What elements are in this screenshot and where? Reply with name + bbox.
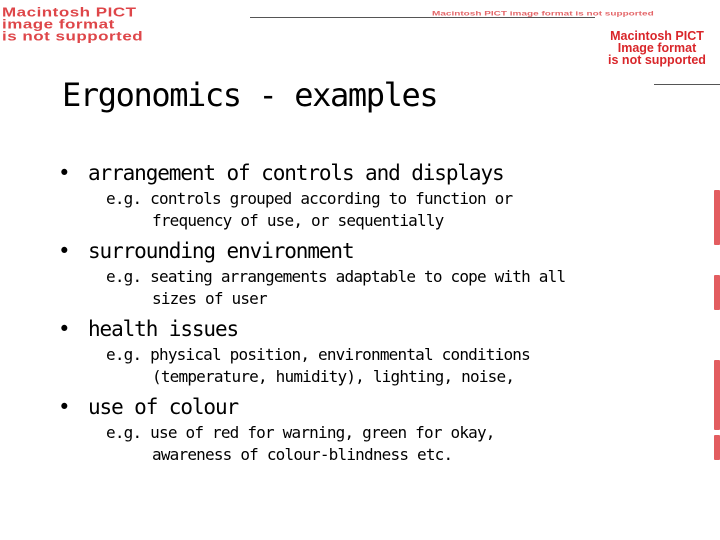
example-text bbox=[106, 422, 658, 466]
list-item bbox=[58, 314, 658, 388]
bullet-icon: • bbox=[58, 317, 70, 341]
bullet-heading: surrounding environment bbox=[88, 239, 354, 263]
list-item bbox=[58, 392, 658, 466]
example-line: frequency of use, or sequentially bbox=[152, 211, 444, 230]
example-text bbox=[106, 266, 658, 310]
right-divider-line bbox=[654, 84, 720, 85]
example-line: e.g. physical position, environmental conditions bbox=[106, 345, 530, 364]
notice-line: Image format bbox=[617, 41, 697, 55]
example-line: sizes of user bbox=[152, 289, 267, 308]
bullet-icon: • bbox=[58, 239, 70, 263]
notice-line: is not supported bbox=[608, 53, 706, 67]
example-line: e.g. use of red for warning, green for okay, bbox=[106, 423, 495, 442]
unsupported-image-notice-top-left bbox=[2, 4, 247, 44]
right-edge-decoration bbox=[713, 190, 720, 460]
notice-line: Macintosh PICT bbox=[610, 29, 704, 43]
example-text bbox=[106, 188, 658, 232]
example-line: e.g. seating arrangements adaptable to cope with all bbox=[106, 267, 566, 286]
bullet-heading: arrangement of controls and displays bbox=[88, 161, 504, 185]
notice-line: is not supported bbox=[2, 28, 144, 44]
bullet-icon: • bbox=[58, 395, 70, 419]
bullet-icon: • bbox=[58, 161, 70, 185]
example-line: e.g. controls grouped according to function or bbox=[106, 189, 513, 208]
bullet-list bbox=[58, 158, 658, 470]
list-item bbox=[58, 236, 658, 310]
top-divider-line bbox=[250, 17, 595, 18]
example-line: awareness of colour-blindness etc. bbox=[152, 445, 453, 464]
list-item bbox=[58, 158, 658, 232]
unsupported-image-notice-right bbox=[594, 30, 720, 66]
example-line: (temperature, humidity), lighting, noise, bbox=[152, 367, 515, 386]
example-text bbox=[106, 344, 658, 388]
slide-title: Ergonomics - examples bbox=[62, 76, 438, 114]
bullet-heading: health issues bbox=[88, 317, 239, 341]
notice-line: image format bbox=[2, 16, 115, 32]
unsupported-image-notice-top-strip: Macintosh PICT image format is not supported bbox=[432, 10, 654, 18]
notice-line: Macintosh PICT bbox=[2, 4, 137, 20]
bullet-heading: use of colour bbox=[88, 395, 239, 419]
